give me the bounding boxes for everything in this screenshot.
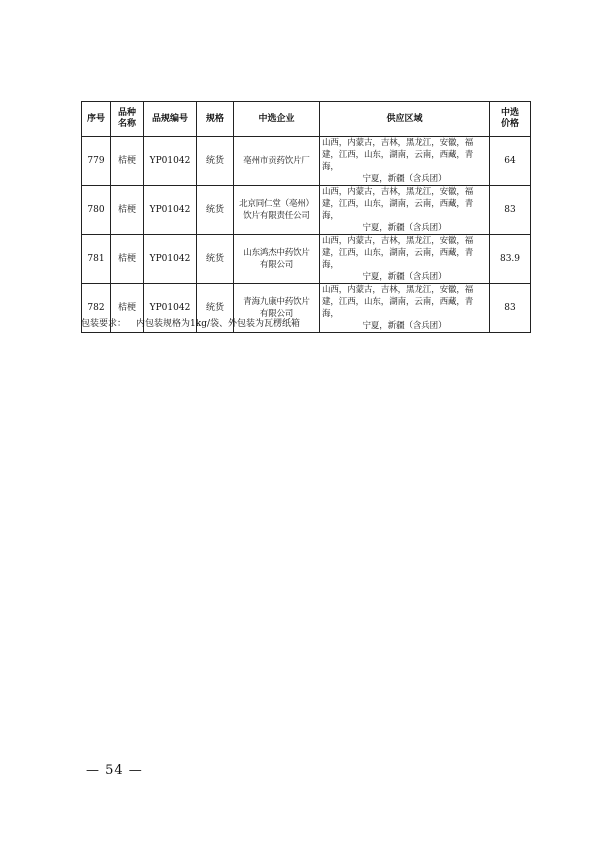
table-row	[82, 137, 531, 186]
header-seq: 序号	[82, 102, 111, 137]
cell-code: YP01042	[144, 137, 197, 186]
region-line: 建，江西，山东，湖南，云南，西藏，青海，	[322, 248, 474, 270]
region-line: 建，江西，山东，湖南，云南，西藏，青海，	[322, 297, 474, 319]
cell-variety: 桔梗	[111, 137, 144, 186]
header-code: 品规编号	[144, 102, 197, 137]
region-line: 宁夏，新疆（含兵团）	[362, 272, 447, 282]
region-line: 宁夏，新疆（含兵团）	[362, 174, 447, 184]
table-header-row	[82, 102, 531, 137]
header-variety	[111, 102, 144, 137]
cell-company	[234, 137, 320, 186]
cell-spec: 统货	[197, 137, 234, 186]
header-variety-line: 名称	[117, 119, 136, 129]
company-line: 北京同仁堂（亳州）	[239, 199, 314, 209]
header-spec: 规格	[197, 102, 234, 137]
cell-seq: 780	[82, 186, 111, 235]
header-price-line: 中选	[500, 108, 519, 118]
cell-variety: 桔梗	[111, 186, 144, 235]
cell-seq: 782	[82, 284, 111, 333]
cell-code: YP01042	[144, 284, 197, 333]
region-line: 建，江西，山东，湖南，云南，西藏，青海，	[322, 150, 474, 172]
region-line: 山西，内蒙古，吉林，黑龙江，安徽，福	[322, 138, 474, 148]
header-region: 供应区域	[320, 102, 490, 137]
packaging-label: 包装要求：	[81, 319, 127, 329]
packaging-requirement-note	[81, 318, 300, 330]
selection-result-table	[81, 101, 531, 333]
cell-region	[320, 186, 490, 235]
region-line: 山西，内蒙古，吉林，黑龙江，安徽，福	[322, 187, 474, 197]
table-row	[82, 186, 531, 235]
cell-variety: 桔梗	[111, 284, 144, 333]
header-price-line: 价格	[500, 119, 519, 129]
cell-variety: 桔梗	[111, 235, 144, 284]
region-line: 建，江西，山东，湖南，云南，西藏，青海，	[322, 199, 474, 221]
cell-spec: 统货	[197, 235, 234, 284]
region-line: 山西，内蒙古，吉林，黑龙江，安徽，福	[322, 285, 474, 295]
company-line: 亳州市贡药饮片厂	[243, 156, 310, 166]
cell-company	[234, 186, 320, 235]
cell-seq: 779	[82, 137, 111, 186]
page-number: — 54 —	[86, 763, 143, 778]
company-line: 有限公司	[259, 260, 294, 270]
region-line: 宁夏，新疆（含兵团）	[362, 321, 447, 331]
cell-code: YP01042	[144, 235, 197, 284]
cell-price: 83.9	[490, 235, 531, 284]
header-variety-line: 品种	[117, 108, 136, 118]
company-line: 山东鸿杰中药饮片	[243, 248, 310, 258]
cell-region	[320, 284, 490, 333]
cell-price: 83	[490, 186, 531, 235]
header-company: 中选企业	[234, 102, 320, 137]
company-line: 饮片有限责任公司	[243, 211, 310, 221]
cell-price: 83	[490, 284, 531, 333]
company-line: 青海九康中药饮片	[243, 297, 310, 307]
region-line: 宁夏，新疆（含兵团）	[362, 223, 447, 233]
cell-seq: 781	[82, 235, 111, 284]
cell-region	[320, 137, 490, 186]
cell-spec: 统货	[197, 186, 234, 235]
region-line: 山西，内蒙古，吉林，黑龙江，安徽，福	[322, 236, 474, 246]
packaging-text: 内包装规格为1kg/袋、外包装为瓦楞纸箱	[136, 319, 300, 329]
cell-code: YP01042	[144, 186, 197, 235]
company-line: 有限公司	[259, 309, 294, 319]
cell-company	[234, 235, 320, 284]
cell-region	[320, 235, 490, 284]
cell-spec: 统货	[197, 284, 234, 333]
header-price	[490, 102, 531, 137]
cell-price: 64	[490, 137, 531, 186]
table-row	[82, 235, 531, 284]
